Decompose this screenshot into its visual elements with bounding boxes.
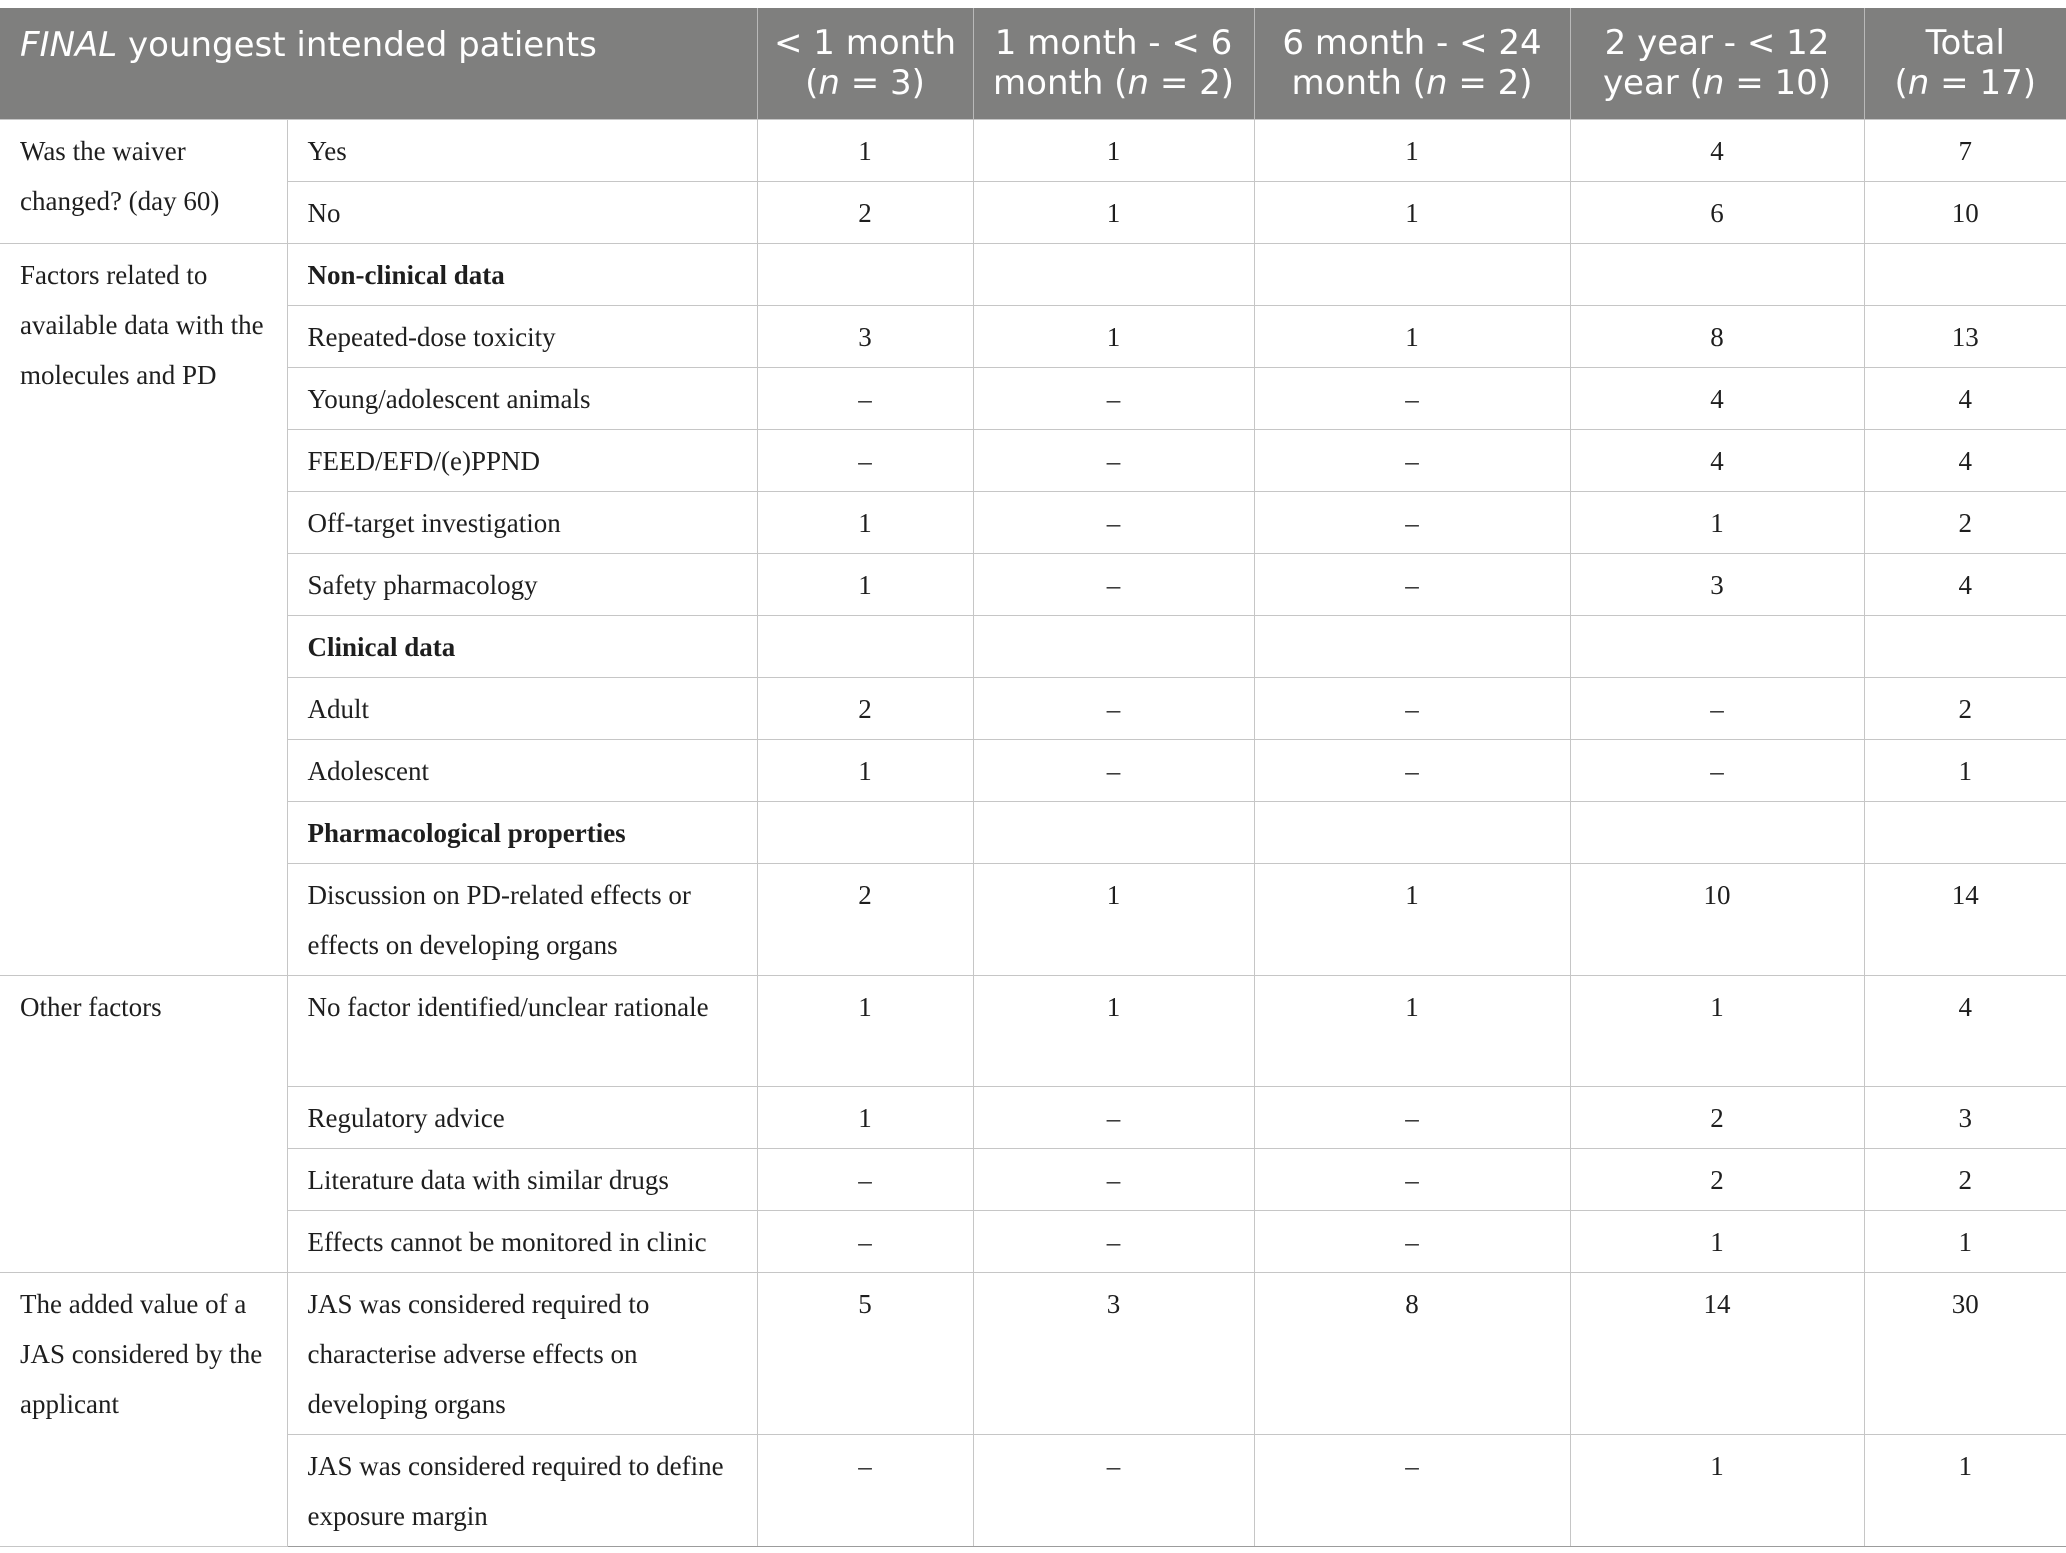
cell-value [973, 615, 1254, 677]
row-label: Adolescent [287, 739, 757, 801]
cell-value [757, 615, 973, 677]
cell-value: 8 [1570, 305, 1864, 367]
cell-value: 1 [1570, 1210, 1864, 1272]
table-row [0, 119, 2066, 181]
cell-value: 3 [757, 305, 973, 367]
data-table [0, 8, 2066, 1547]
cell-value: 4 [1864, 553, 2066, 615]
row-label: Young/adolescent animals [287, 367, 757, 429]
cell-value: 1 [1864, 1210, 2066, 1272]
cell-value: 1 [1864, 739, 2066, 801]
header-title-rest: youngest intended patients [117, 25, 597, 66]
subheader-label: Clinical data [287, 615, 757, 677]
subheader-label: Non-clinical data [287, 243, 757, 305]
row-label: FEED/EFD/(e)PPND [287, 429, 757, 491]
row-label: No [287, 181, 757, 243]
row-label: Safety pharmacology [287, 553, 757, 615]
cell-value: – [1254, 1086, 1570, 1148]
cell-value: – [757, 1148, 973, 1210]
cell-value [757, 243, 973, 305]
cell-value [1864, 801, 2066, 863]
cell-value: 30 [1864, 1272, 2066, 1434]
cell-value: – [1254, 677, 1570, 739]
cell-value: – [1254, 553, 1570, 615]
table-header [0, 8, 2066, 119]
cell-value: 13 [1864, 305, 2066, 367]
cell-value: – [973, 553, 1254, 615]
cell-value: 10 [1864, 181, 2066, 243]
cell-value: – [973, 1434, 1254, 1546]
subheader-label: Pharmacological properties [287, 801, 757, 863]
header-col-4: Total (n = 17) [1864, 8, 2066, 119]
cell-value: – [973, 367, 1254, 429]
header-row [0, 8, 2066, 119]
cell-value: – [1254, 739, 1570, 801]
row-label: Discussion on PD-related effects or effects on developing organs [287, 863, 757, 975]
cell-value: – [1254, 429, 1570, 491]
cell-value: – [973, 1210, 1254, 1272]
table-row [0, 553, 2066, 615]
cell-value: 1 [1570, 975, 1864, 1086]
table-row [0, 429, 2066, 491]
cell-value: 1 [757, 1086, 973, 1148]
group-label: Other factors [0, 975, 287, 1272]
cell-value: 1 [1570, 491, 1864, 553]
header-col-0: < 1 month (n = 3) [757, 8, 973, 119]
cell-value: – [1570, 677, 1864, 739]
row-label: Literature data with similar drugs [287, 1148, 757, 1210]
table-row [0, 1086, 2066, 1148]
cell-value [1570, 801, 1864, 863]
table-row [0, 181, 2066, 243]
cell-value: 3 [1570, 553, 1864, 615]
cell-value: 1 [973, 181, 1254, 243]
cell-value: – [973, 1148, 1254, 1210]
row-label: Off-target investigation [287, 491, 757, 553]
cell-value: – [757, 367, 973, 429]
cell-value: 4 [1864, 429, 2066, 491]
data-table-container [0, 8, 2066, 1547]
header-title-italic: FINAL [20, 25, 118, 66]
table-row [0, 801, 2066, 863]
table-row [0, 491, 2066, 553]
cell-value: 1 [973, 305, 1254, 367]
cell-value: – [757, 1210, 973, 1272]
header-title [0, 8, 757, 119]
cell-value: 1 [1254, 305, 1570, 367]
cell-value: 1 [1254, 975, 1570, 1086]
row-label: Adult [287, 677, 757, 739]
row-label: Regulatory advice [287, 1086, 757, 1148]
cell-value: 1 [757, 119, 973, 181]
cell-value: 14 [1570, 1272, 1864, 1434]
cell-value: 4 [1570, 119, 1864, 181]
row-label: Yes [287, 119, 757, 181]
cell-value: 1 [973, 119, 1254, 181]
header-col-2: 6 month - < 24 month (n = 2) [1254, 8, 1570, 119]
table-row [0, 367, 2066, 429]
row-label: JAS was considered required to define exposure margin [287, 1434, 757, 1546]
cell-value: – [1254, 367, 1570, 429]
cell-value: 14 [1864, 863, 2066, 975]
cell-value [1570, 615, 1864, 677]
cell-value [1254, 615, 1570, 677]
table-row [0, 1434, 2066, 1546]
table-row [0, 243, 2066, 305]
group-label: The added value of a JAS considered by the applicant [0, 1272, 287, 1546]
group-label: Was the waiver changed? (day 60) [0, 119, 287, 243]
cell-value [1254, 243, 1570, 305]
cell-value: 1 [973, 975, 1254, 1086]
table-row [0, 975, 2066, 1086]
cell-value: 1 [1254, 181, 1570, 243]
cell-value: 1 [1570, 1434, 1864, 1546]
table-row [0, 1148, 2066, 1210]
cell-value: – [973, 491, 1254, 553]
cell-value: – [973, 739, 1254, 801]
cell-value [1864, 243, 2066, 305]
cell-value: 2 [757, 677, 973, 739]
cell-value: 1 [1254, 119, 1570, 181]
cell-value [1864, 615, 2066, 677]
cell-value: 10 [1570, 863, 1864, 975]
row-label: Effects cannot be monitored in clinic [287, 1210, 757, 1272]
cell-value [1254, 801, 1570, 863]
cell-value: 4 [1570, 367, 1864, 429]
cell-value: 1 [757, 553, 973, 615]
cell-value: 4 [1864, 367, 2066, 429]
cell-value: 7 [1864, 119, 2066, 181]
cell-value: 2 [1864, 677, 2066, 739]
cell-value: 1 [973, 863, 1254, 975]
table-row [0, 615, 2066, 677]
cell-value [757, 801, 973, 863]
table-body [0, 119, 2066, 1546]
cell-value: 1 [1254, 863, 1570, 975]
table-row [0, 677, 2066, 739]
table-row [0, 739, 2066, 801]
cell-value: 1 [1864, 1434, 2066, 1546]
cell-value: – [1254, 491, 1570, 553]
cell-value: 4 [1570, 429, 1864, 491]
cell-value: 3 [1864, 1086, 2066, 1148]
cell-value: 4 [1864, 975, 2066, 1086]
cell-value: 6 [1570, 181, 1864, 243]
cell-value: – [973, 1086, 1254, 1148]
cell-value: 2 [1864, 491, 2066, 553]
cell-value [1570, 243, 1864, 305]
cell-value: – [1254, 1148, 1570, 1210]
cell-value: 1 [757, 739, 973, 801]
cell-value [973, 243, 1254, 305]
header-col-1: 1 month - < 6 month (n = 2) [973, 8, 1254, 119]
cell-value: 2 [1570, 1148, 1864, 1210]
cell-value: 2 [1570, 1086, 1864, 1148]
cell-value: 8 [1254, 1272, 1570, 1434]
cell-value: – [757, 1434, 973, 1546]
cell-value: 1 [757, 491, 973, 553]
cell-value: – [973, 677, 1254, 739]
cell-value: 3 [973, 1272, 1254, 1434]
group-label: Factors related to available data with the molecules and PD [0, 243, 287, 975]
cell-value: 2 [757, 181, 973, 243]
cell-value: 1 [757, 975, 973, 1086]
row-label: Repeated-dose toxicity [287, 305, 757, 367]
cell-value: – [1570, 739, 1864, 801]
cell-value: 2 [1864, 1148, 2066, 1210]
cell-value: – [757, 429, 973, 491]
table-row [0, 1272, 2066, 1434]
table-row [0, 305, 2066, 367]
cell-value: 2 [757, 863, 973, 975]
row-label: No factor identified/unclear rationale [287, 975, 757, 1086]
cell-value: – [1254, 1434, 1570, 1546]
row-label: JAS was considered required to characterise adverse effects on developing organs [287, 1272, 757, 1434]
table-row [0, 1210, 2066, 1272]
cell-value: – [1254, 1210, 1570, 1272]
cell-value [973, 801, 1254, 863]
table-row [0, 863, 2066, 975]
cell-value: 5 [757, 1272, 973, 1434]
cell-value: – [973, 429, 1254, 491]
header-col-3: 2 year - < 12 year (n = 10) [1570, 8, 1864, 119]
